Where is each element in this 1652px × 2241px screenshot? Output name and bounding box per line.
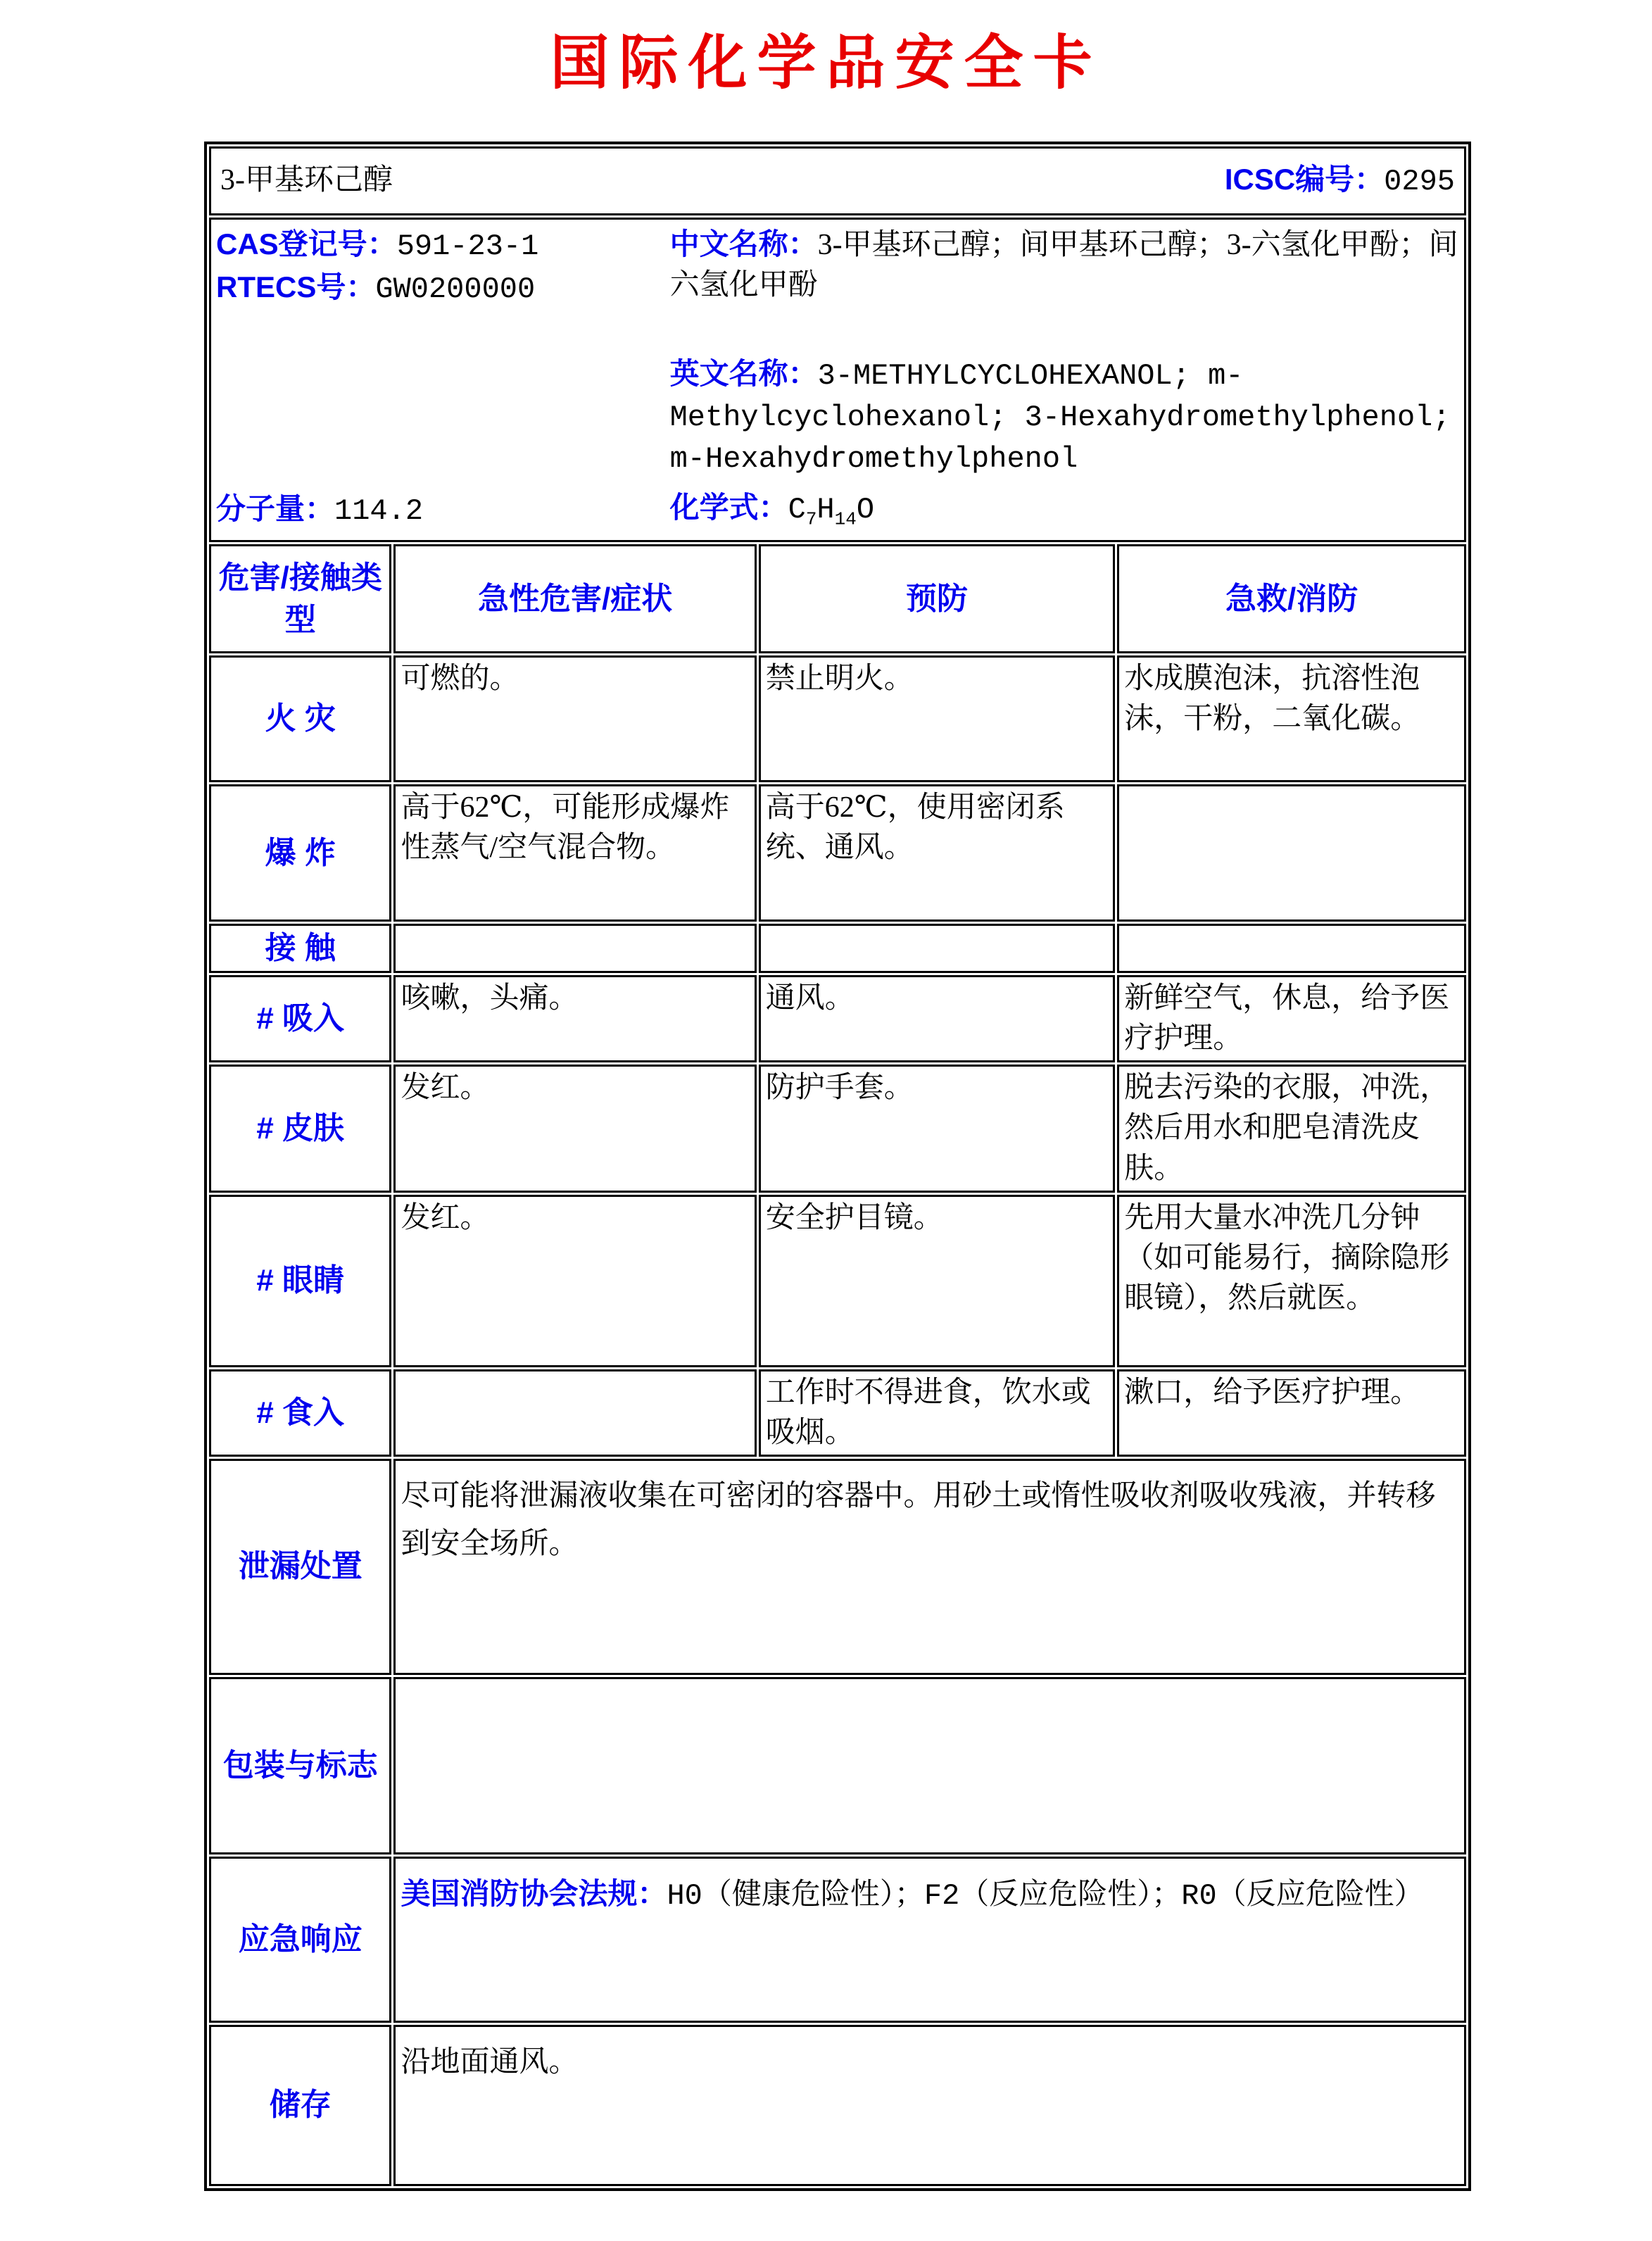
skin-prevention: 防护手套。: [759, 1065, 1115, 1192]
hazard-row-inhalation: [209, 975, 1466, 1062]
contact-symptom: [393, 924, 756, 973]
spill-content: 尽可能将泄漏液收集在可密闭的容器中。用砂土或惰性吸收剂吸收残液，并转移到安全场所。: [393, 1459, 1466, 1675]
row-label-explosion: 爆 炸: [209, 784, 391, 922]
ingestion-symptom: [393, 1369, 756, 1457]
contact-prevention: [759, 924, 1115, 973]
storage-content: 沿地面通风。: [393, 2025, 1466, 2186]
header-first-aid: 急救/消防: [1117, 544, 1466, 653]
row-label-contact: 接 触: [209, 924, 391, 973]
header-symptoms: 急性危害/症状: [393, 544, 756, 653]
cas-label: CAS登记号：: [216, 227, 397, 260]
formula-line: [670, 487, 1459, 532]
identity-row: [209, 218, 1466, 542]
skin-symptom: 发红。: [393, 1065, 756, 1192]
identity-left-column: [216, 221, 670, 539]
nfpa-codes: H0（健康危险性）；F2（反应危险性）；R0（反应危险性）: [667, 1878, 1424, 1913]
identity-right-column: [670, 221, 1459, 539]
nfpa-label: 美国消防协会法规：: [401, 1876, 667, 1910]
row-label-ingestion: # 食入: [209, 1369, 391, 1457]
row-label-eyes: # 眼睛: [209, 1195, 391, 1367]
identity-cell: [209, 218, 1466, 542]
cas-value: 591-23-1: [396, 230, 539, 263]
name-row: [209, 146, 1466, 215]
name-cell: [209, 146, 1466, 215]
fire-prevention: 禁止明火。: [759, 655, 1115, 782]
header-hazard-type: 危害/接触类型: [209, 544, 391, 653]
section-label-spill: 泄漏处置: [209, 1459, 391, 1675]
english-names-label: 英文名称：: [669, 357, 818, 391]
section-label-storage: 储存: [209, 2025, 391, 2186]
header-prevention: 预防: [759, 544, 1115, 653]
english-names: [670, 353, 1459, 479]
packaging-content: [393, 1677, 1466, 1854]
icsc-number: 0295: [1384, 165, 1455, 199]
icsc-card-table: [204, 142, 1471, 2191]
section-row-emergency: [209, 1857, 1466, 2023]
hazard-row-ingestion: [209, 1369, 1466, 1457]
explosion-symptom: 高于62℃，可能形成爆炸性蒸气/空气混合物。: [393, 784, 756, 922]
row-label-inhalation: # 吸入: [209, 975, 391, 1062]
chinese-names-value: 3-甲基环己醇；间甲基环己醇；3-六氢化甲酚；间六氢化甲酚: [669, 229, 1458, 302]
ingestion-response: 漱口，给予医疗护理。: [1117, 1369, 1466, 1457]
fire-response: 水成膜泡沫，抗溶性泡沫，干粉，二氧化碳。: [1117, 655, 1466, 782]
formula-label: 化学式：: [669, 490, 788, 524]
molecular-weight-line: [216, 489, 670, 532]
chemical-formula: $C_7H_{14}O$: [788, 492, 875, 529]
contact-response: [1117, 924, 1466, 973]
row-label-skin: # 皮肤: [209, 1065, 391, 1192]
chinese-names-label: 中文名称：: [669, 227, 818, 260]
inhalation-response: 新鲜空气，休息，给予医疗护理。: [1117, 975, 1466, 1062]
eyes-response: 先用大量水冲洗几分钟（如可能易行，摘除隐形眼镜），然后就医。: [1117, 1195, 1466, 1367]
molecular-weight-label: 分子量：: [216, 492, 335, 526]
icsc-number-group: [1225, 159, 1455, 202]
section-row-spill: [209, 1459, 1466, 1675]
inhalation-prevention: 通风。: [759, 975, 1115, 1062]
hazard-row-explosion: [209, 784, 1466, 922]
rtecs-line: [216, 267, 670, 310]
icsc-label: ICSC编号：: [1224, 163, 1385, 196]
fire-symptom: 可燃的。: [393, 655, 756, 782]
explosion-prevention: 高于62℃，使用密闭系统、通风。: [759, 784, 1115, 922]
rtecs-value: GW0200000: [375, 272, 536, 307]
eyes-symptom: 发红。: [393, 1195, 756, 1367]
molecular-weight-value: 114.2: [334, 494, 424, 529]
section-row-packaging: [209, 1677, 1466, 1854]
section-label-emergency: 应急响应: [209, 1857, 391, 2023]
chemical-name: 3-甲基环己醇: [220, 164, 393, 197]
hazard-row-skin: [209, 1065, 1466, 1192]
hazard-header-row: [209, 544, 1466, 653]
ingestion-prevention: 工作时不得进食，饮水或吸烟。: [759, 1369, 1115, 1457]
row-label-fire: 火 灾: [209, 655, 391, 782]
hazard-row-fire: [209, 655, 1466, 782]
chinese-names: [670, 224, 1459, 306]
english-names-value: 3-METHYLCYCLOHEXANOL; m-Methylcyclohexanol; 3-Hexahydromethylphenol; m-Hexahydromethylphenol: [669, 359, 1451, 477]
inhalation-symptom: 咳嗽，头痛。: [393, 975, 756, 1062]
rtecs-label: RTECS号：: [216, 270, 376, 304]
hazard-row-contact: [209, 924, 1466, 973]
hazard-row-eyes: [209, 1195, 1466, 1367]
explosion-response: [1117, 784, 1466, 922]
cas-line: [216, 224, 670, 267]
eyes-prevention: 安全护目镜。: [759, 1195, 1115, 1367]
section-row-storage: [209, 2025, 1466, 2186]
section-label-packaging: 包装与标志: [209, 1677, 391, 1854]
skin-response: 脱去污染的衣服，冲洗，然后用水和肥皂清洗皮肤。: [1117, 1065, 1466, 1192]
document-title: 国际化学品安全卡: [550, 31, 1102, 96]
emergency-content: [393, 1857, 1466, 2023]
